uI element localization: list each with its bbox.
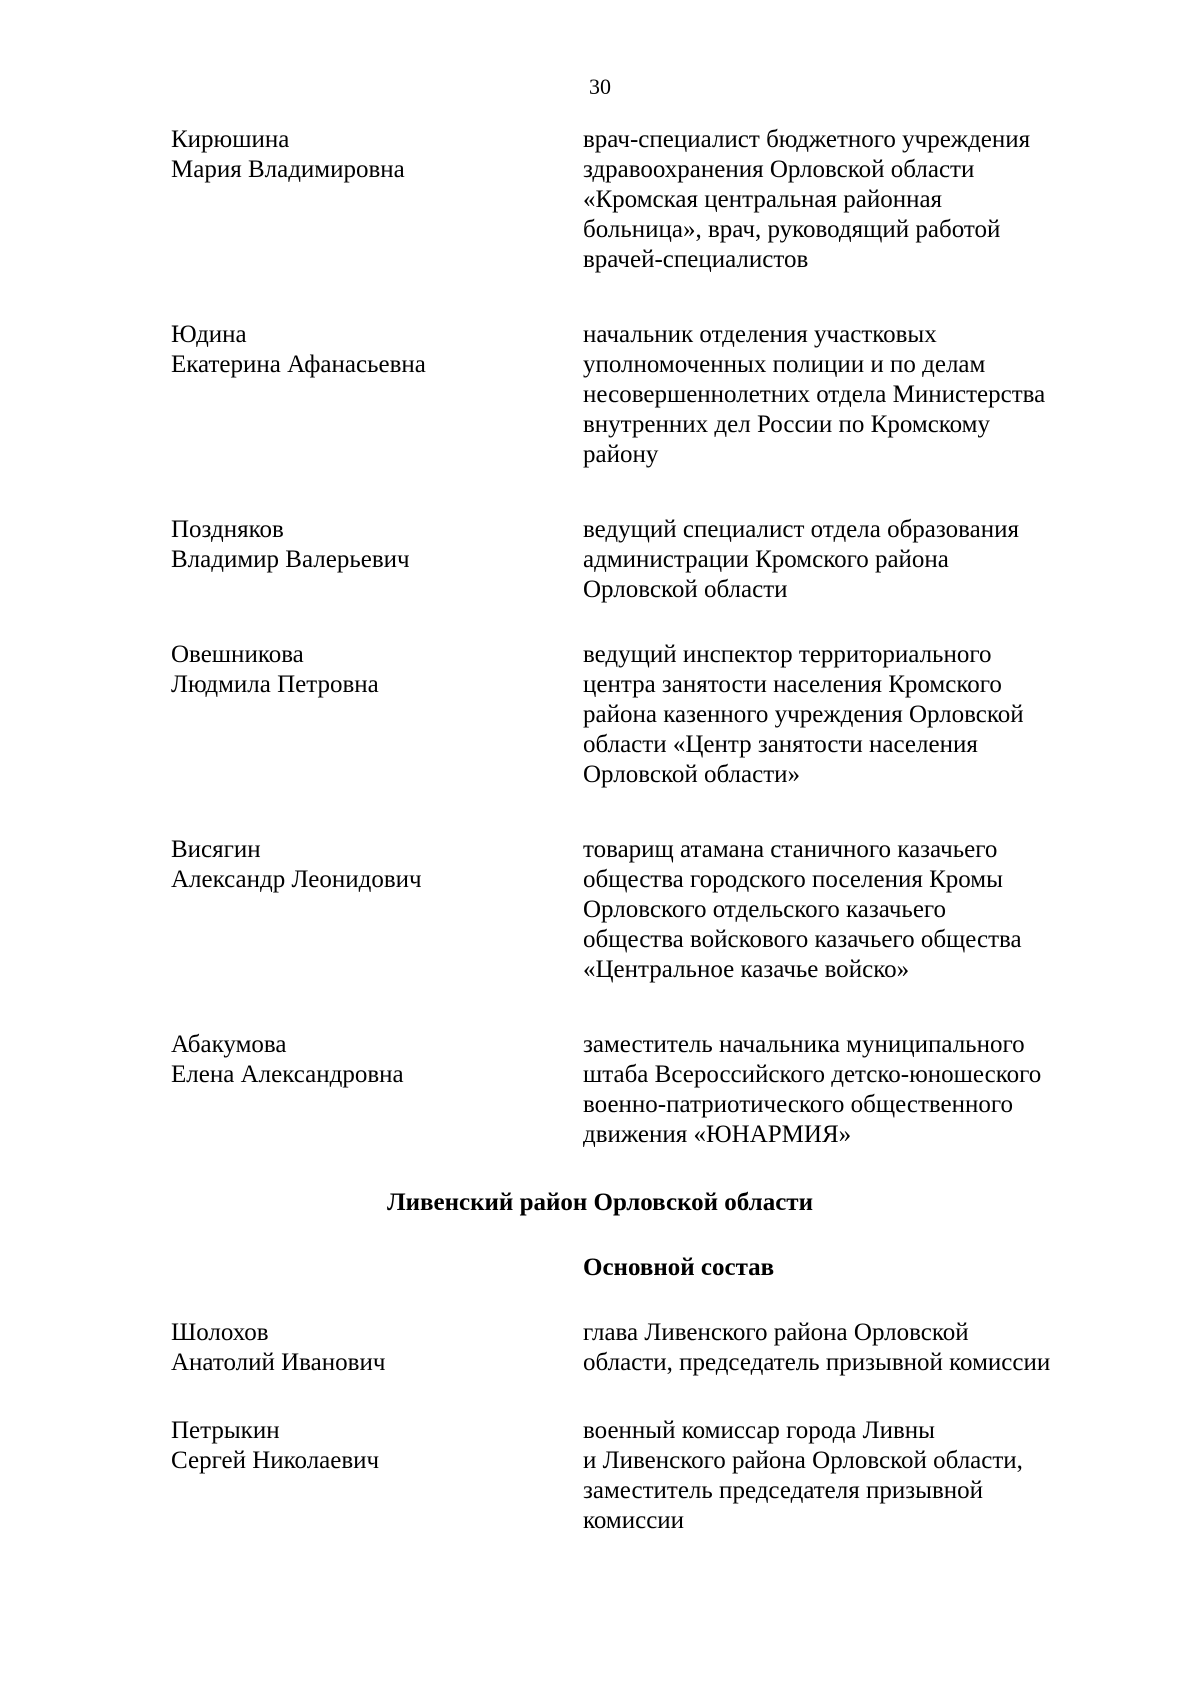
- member-surname: Юдина: [171, 321, 247, 348]
- member-given-names: Сергей Николаевич: [171, 1447, 380, 1474]
- member-name: [171, 640, 551, 700]
- member-name: [171, 835, 551, 895]
- role-line: глава Ливенского района Орловской: [583, 1319, 969, 1346]
- role-line: военно-патриотического общественного: [583, 1091, 1014, 1118]
- role-line: области, председатель призывной комиссии: [583, 1349, 1051, 1376]
- member-name: [171, 515, 551, 575]
- role-line: несовершеннолетних отдела Министерства: [583, 381, 1046, 408]
- role-line: Орловского отдельского казачьего: [583, 896, 947, 923]
- role-line: центра занятости населения Кромского: [583, 671, 1002, 698]
- role-line: Орловской области: [583, 576, 788, 603]
- role-line: общества войскового казачьего общества: [583, 926, 1022, 953]
- role-line: врач-специалист бюджетного учреждения: [583, 126, 1031, 153]
- member-name: [171, 1416, 551, 1476]
- role-line: движения «ЮНАРМИЯ»: [583, 1121, 852, 1148]
- member-surname: Поздняков: [171, 516, 284, 543]
- member-role: [583, 640, 1123, 790]
- member-given-names: Анатолий Иванович: [171, 1349, 386, 1376]
- member-role: [583, 125, 1123, 275]
- member-role: [583, 1318, 1123, 1378]
- role-line: «Центральное казачье войско»: [583, 956, 910, 983]
- page-number: 30: [589, 74, 611, 99]
- role-line: товарищ атамана станичного казачьего: [583, 836, 998, 863]
- member-given-names: Екатерина Афанасьевна: [171, 351, 426, 378]
- member-surname: Овешникова: [171, 641, 304, 668]
- role-line: администрации Кромского района: [583, 546, 949, 573]
- member-name: [171, 320, 551, 380]
- role-line: и Ливенского района Орловской области,: [583, 1447, 1023, 1474]
- role-line: ведущий инспектор территориального: [583, 641, 992, 668]
- role-line: больница», врач, руководящий работой: [583, 216, 1001, 243]
- role-line: комиссии: [583, 1507, 685, 1534]
- member-given-names: Людмила Петровна: [171, 671, 379, 698]
- role-line: внутренних дел России по Кромскому: [583, 411, 991, 438]
- section-heading: Ливенский район Орловской области: [386, 1189, 813, 1216]
- member-name: [171, 1318, 551, 1378]
- member-surname: Петрыкин: [171, 1417, 280, 1444]
- member-surname: Висягин: [171, 836, 261, 863]
- member-role: [583, 835, 1123, 985]
- member-name: [171, 125, 551, 185]
- member-surname: Шолохов: [171, 1319, 269, 1346]
- role-line: заместитель начальника муниципального: [583, 1031, 1025, 1058]
- role-line: общества городского поселения Кромы: [583, 866, 1003, 893]
- member-role: [583, 1030, 1123, 1150]
- member-role: [583, 515, 1123, 605]
- role-line: военный комиссар города Ливны: [583, 1417, 935, 1444]
- member-given-names: Мария Владимировна: [171, 156, 405, 183]
- member-surname: Абакумова: [171, 1031, 287, 1058]
- role-line: «Кромская центральная районная: [583, 186, 943, 213]
- role-line: заместитель председателя призывной: [583, 1477, 983, 1504]
- role-line: уполномоченных полиции и по делам: [583, 351, 986, 378]
- member-given-names: Владимир Валерьевич: [171, 546, 410, 573]
- member-role: [583, 1416, 1123, 1536]
- member-given-names: Елена Александровна: [171, 1061, 404, 1088]
- role-line: здравоохранения Орловской области: [583, 156, 975, 183]
- role-line: врачей-специалистов: [583, 246, 809, 273]
- role-line: начальник отделения участковых: [583, 321, 937, 348]
- member-given-names: Александр Леонидович: [171, 866, 422, 893]
- member-name: [171, 1030, 551, 1090]
- role-line: области «Центр занятости населения: [583, 731, 978, 758]
- subsection-heading: Основной состав: [583, 1254, 775, 1281]
- role-line: района казенного учреждения Орловской: [583, 701, 1024, 728]
- role-line: району: [583, 441, 659, 468]
- member-surname: Кирюшина: [171, 126, 290, 153]
- role-line: ведущий специалист отдела образования: [583, 516, 1019, 543]
- role-line: Орловской области»: [583, 761, 801, 788]
- role-line: штаба Всероссийского детско-юношеского: [583, 1061, 1042, 1088]
- member-role: [583, 320, 1123, 470]
